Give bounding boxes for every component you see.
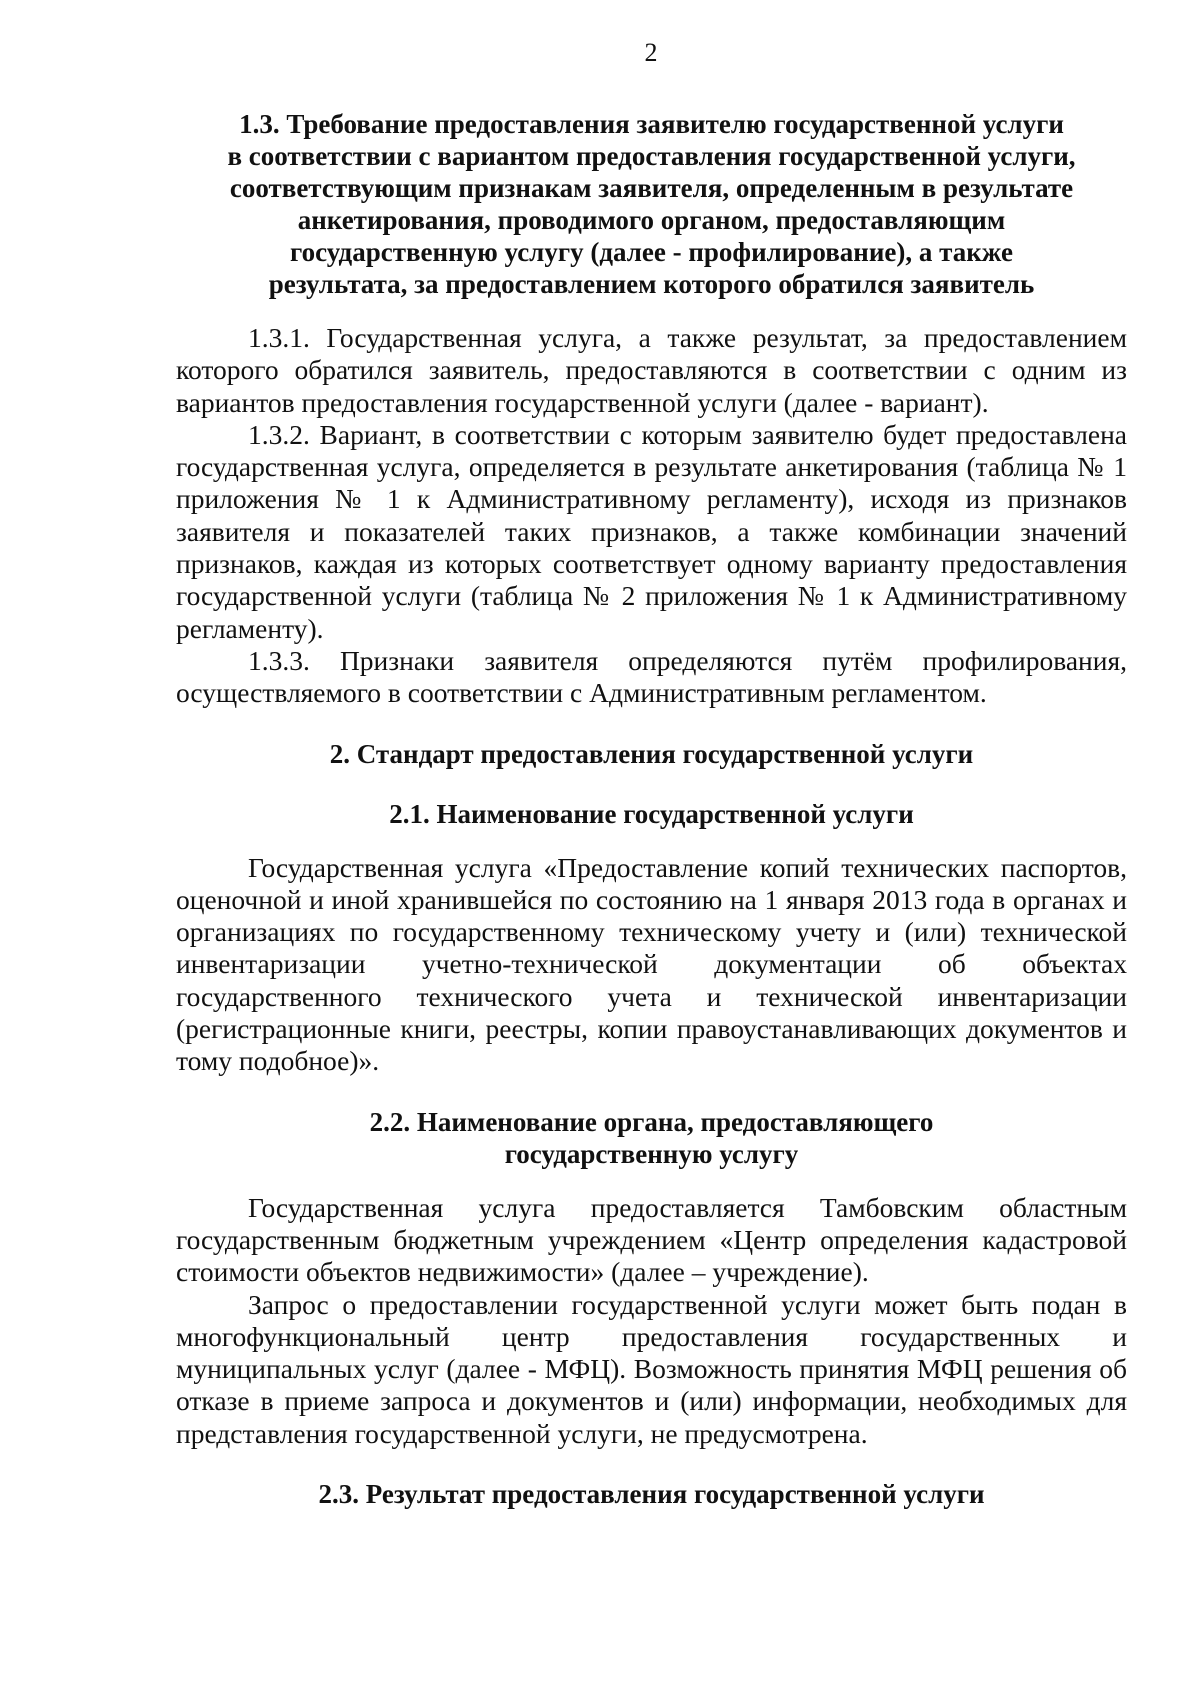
heading-line: в соответствии с вариантом предоставления государственной услуги, — [227, 141, 1076, 171]
paragraph-1-3-3: 1.3.3. Признаки заявителя определяются путём профилирования, осуществляемого в соответствии с Административным регламентом. — [176, 644, 1127, 709]
paragraph-2-2-1: Государственная услуга предоставляется Тамбовским областным государственным бюджетным учреждением «Центр определения кадастровой стоимости объектов недвижимости» (далее – учреждение). — [176, 1191, 1127, 1288]
paragraph-2-1: Государственная услуга «Предоставление копий технических паспортов, оценочной и иной хранившейся по состоянию на 1 января 2013 года в органах и организациях по государственному техническому учету и (или) технической инвентаризации учетно-технической документации об объектах государственного технического учета и технической инвентаризации (регистрационные книги, реестры, копии правоустанавливающих документов и тому подобное)». — [176, 851, 1127, 1077]
page-number: 2 — [644, 38, 658, 67]
heading-line: соответствующим признакам заявителя, определенным в результате — [229, 173, 1074, 203]
section-2-heading: 2. Стандарт предоставления государственной услуги — [329, 738, 974, 769]
section-2-2-heading — [176, 1106, 1127, 1170]
paragraph-2-2-2: Запрос о предоставлении государственной услуги может быть подан в многофункциональный центр предоставления государственных и муниципальных услуг (далее - МФЦ). Возможность принятия МФЦ решения об отказе в приеме запроса и документов и (или) информации, необходимых для представления государственной услуги, не предусмотрена. — [176, 1288, 1127, 1449]
heading-line: государственную услугу (далее - профилирование), а также — [290, 237, 1013, 267]
heading-line: результата, за предоставлением которого обратился заявитель — [268, 269, 1035, 299]
section-2-3-heading: 2.3. Результат предоставления государственной услуги — [318, 1479, 985, 1510]
section-2-1-heading: 2.1. Наименование государственной услуги — [389, 798, 914, 829]
section-1-3-heading — [176, 108, 1127, 300]
heading-line: 1.3. Требование предоставления заявителю государственной услуги — [239, 109, 1064, 139]
document-body — [176, 108, 1127, 1510]
heading-line: анкетирования, проводимого органом, предоставляющим — [297, 205, 1006, 235]
heading-line: государственную услугу — [504, 1138, 799, 1169]
paragraph-1-3-1: 1.3.1. Государственная услуга, а также результат, за предоставлением которого обратился заявитель, предоставляются в соответствии с одним из вариантов предоставления государственной услуги (далее - вариант). — [176, 322, 1127, 418]
heading-line: 2.2. Наименование органа, предоставляющего — [369, 1106, 934, 1137]
paragraph-1-3-2: 1.3.2. Вариант, в соответствии с которым заявителю будет предоставлена государственная услуга, определяется в результате анкетирования (таблица № 1 приложения № 1 к Административному регламенту), исходя из признаков заявителя и показателей таких признаков, а также комбинации значений признаков, каждая из которых соответствует одному варианту предоставления государственной услуги (таблица № 2 приложения № 1 к Административному регламенту). — [176, 418, 1127, 644]
